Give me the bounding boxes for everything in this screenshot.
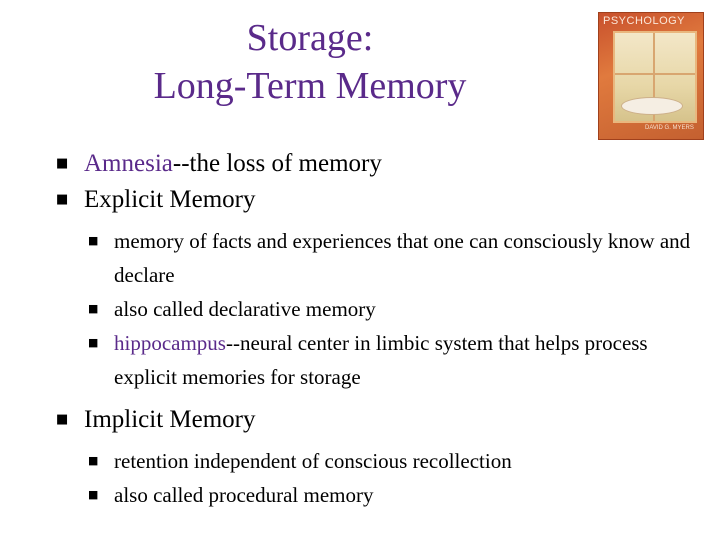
- implicit-subpoint-2: [56, 478, 696, 512]
- bullet-amnesia: [56, 146, 696, 182]
- square-bullet-icon: ■: [56, 156, 69, 171]
- implicit-subpoint-1-text: retention independent of conscious recollection: [114, 449, 512, 473]
- slide-title: [60, 14, 560, 110]
- square-bullet-icon: ■: [56, 192, 69, 207]
- hippocampus-definition: --neural center in limbic system that helps process explicit memories for storage: [114, 331, 648, 389]
- explicit-subpoint-2-text: also called declarative memory: [114, 297, 376, 321]
- book-cover-author: DAVID G. MYERS: [645, 125, 694, 131]
- square-bullet-icon: ■: [88, 234, 99, 247]
- explicit-subpoint-1-text: memory of facts and experiences that one can consciously know and declare: [114, 229, 691, 287]
- book-cover-title: PSYCHOLOGY: [603, 15, 686, 27]
- amnesia-term: Amnesia: [84, 150, 173, 177]
- explicit-subpoint-3: [56, 326, 696, 394]
- title-line-1: Storage:: [246, 17, 374, 59]
- square-bullet-icon: ■: [88, 454, 99, 467]
- amnesia-definition: --the loss of memory: [172, 150, 382, 177]
- implicit-subpoint-2-text: also called procedural memory: [114, 483, 374, 507]
- explicit-subpoint-1: [56, 224, 696, 292]
- square-bullet-icon: ■: [88, 488, 99, 501]
- book-cover-image: [598, 12, 704, 140]
- explicit-subpoint-2: [56, 292, 696, 326]
- implicit-memory-label: Implicit Memory: [84, 406, 256, 433]
- title-line-2: Long-Term Memory: [153, 65, 467, 107]
- implicit-memory-subpoints: [56, 444, 696, 512]
- square-bullet-icon: ■: [88, 336, 99, 349]
- square-bullet-icon: ■: [56, 412, 69, 427]
- cover-table-illustration: [621, 97, 683, 115]
- hippocampus-term: hippocampus: [114, 331, 226, 355]
- explicit-memory-label: Explicit Memory: [84, 186, 256, 213]
- square-bullet-icon: ■: [88, 302, 99, 315]
- slide-content: [56, 146, 696, 520]
- implicit-subpoint-1: [56, 444, 696, 478]
- explicit-memory-subpoints: [56, 224, 696, 394]
- bullet-implicit-memory: [56, 402, 696, 438]
- bullet-explicit-memory: [56, 182, 696, 218]
